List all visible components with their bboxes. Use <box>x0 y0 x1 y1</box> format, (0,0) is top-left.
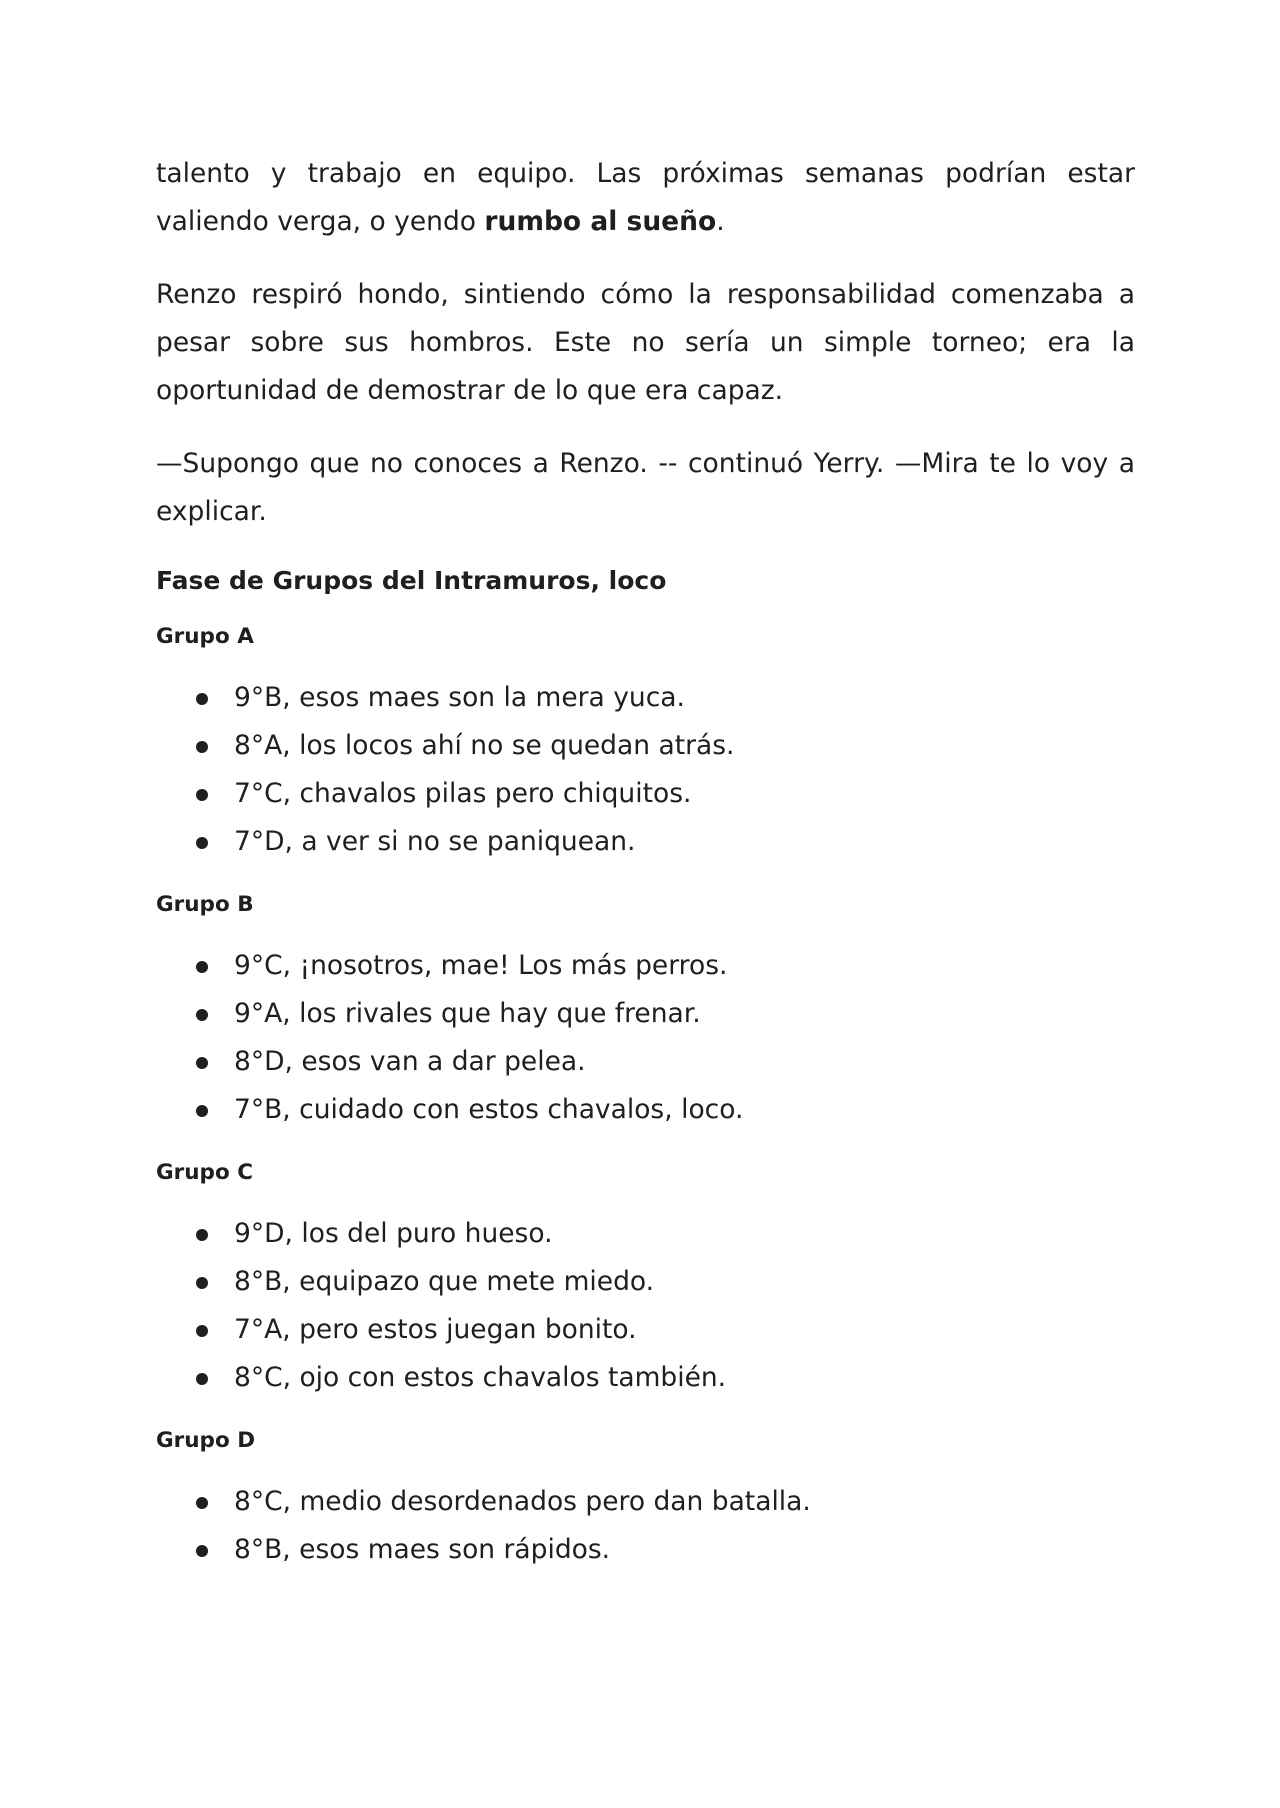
list-item-text: 8°A, los locos ahí no se quedan atrás. <box>234 730 735 761</box>
group-title: Grupo D <box>156 1428 256 1453</box>
bullet-icon <box>196 1545 208 1557</box>
groups-container <box>156 622 1135 1574</box>
bullet-icon <box>196 1105 208 1117</box>
bullet-icon <box>196 1277 208 1289</box>
paragraph-1 <box>156 150 1135 246</box>
team-list <box>156 1478 1135 1574</box>
list-item-text: 7°D, a ver si no se paniquean. <box>234 826 636 857</box>
list-item-text: 8°D, esos van a dar pelea. <box>234 1046 586 1077</box>
paragraph-1-bold: rumbo al sueño <box>484 206 717 237</box>
list-item <box>156 942 1135 990</box>
paragraph-1-end: . <box>716 206 725 237</box>
list-item-text: 7°A, pero estos juegan bonito. <box>234 1314 637 1345</box>
list-item-text: 8°B, equipazo que mete miedo. <box>234 1266 655 1297</box>
list-item <box>156 770 1135 818</box>
bullet-icon <box>196 741 208 753</box>
bullet-icon <box>196 1229 208 1241</box>
list-item <box>156 1258 1135 1306</box>
group-title: Grupo C <box>156 1160 253 1185</box>
list-item-text: 8°C, medio desordenados pero dan batalla. <box>234 1486 811 1517</box>
team-list <box>156 674 1135 866</box>
list-item <box>156 722 1135 770</box>
bullet-icon <box>196 789 208 801</box>
list-item <box>156 818 1135 866</box>
bullet-icon <box>196 961 208 973</box>
list-item <box>156 1354 1135 1402</box>
list-item-text: 9°C, ¡nosotros, mae! Los más perros. <box>234 950 728 981</box>
paragraph-3: —Supongo que no conoces a Renzo. -- continuó Yerry. —Mira te lo voy a explicar. <box>156 448 1135 527</box>
team-list <box>156 1210 1135 1402</box>
list-item-text: 7°B, cuidado con estos chavalos, loco. <box>234 1094 744 1125</box>
list-item <box>156 1086 1135 1134</box>
team-list <box>156 942 1135 1134</box>
bullet-icon <box>196 1497 208 1509</box>
list-item <box>156 1526 1135 1574</box>
bullet-icon <box>196 837 208 849</box>
group-title: Grupo A <box>156 624 254 649</box>
bullet-icon <box>196 1057 208 1069</box>
list-item <box>156 1210 1135 1258</box>
list-item <box>156 1478 1135 1526</box>
bullet-icon <box>196 1373 208 1385</box>
list-item-text: 7°C, chavalos pilas pero chiquitos. <box>234 778 692 809</box>
group-title: Grupo B <box>156 892 254 917</box>
paragraph-2: Renzo respiró hondo, sintiendo cómo la responsabilidad comenzaba a pesar sobre sus hombros. Este no sería un simple torneo; era la oportunidad de demostrar de lo que era capaz. <box>156 279 1135 406</box>
section-heading: Fase de Grupos del Intramuros, loco <box>156 566 667 595</box>
list-item-text: 9°B, esos maes son la mera yuca. <box>234 682 685 713</box>
list-item <box>156 674 1135 722</box>
bullet-icon <box>196 693 208 705</box>
list-item-text: 9°D, los del puro hueso. <box>234 1218 553 1249</box>
bullet-icon <box>196 1325 208 1337</box>
list-item-text: 9°A, los rivales que hay que frenar. <box>234 998 701 1029</box>
list-item <box>156 990 1135 1038</box>
paragraph-1-text: talento y trabajo en equipo. Las próximas semanas podrían estar valiendo verga, o yendo <box>156 158 1135 237</box>
bullet-icon <box>196 1009 208 1021</box>
list-item-text: 8°C, ojo con estos chavalos también. <box>234 1362 727 1393</box>
document-page <box>156 150 1135 1598</box>
list-item <box>156 1306 1135 1354</box>
list-item-text: 8°B, esos maes son rápidos. <box>234 1534 611 1565</box>
list-item <box>156 1038 1135 1086</box>
